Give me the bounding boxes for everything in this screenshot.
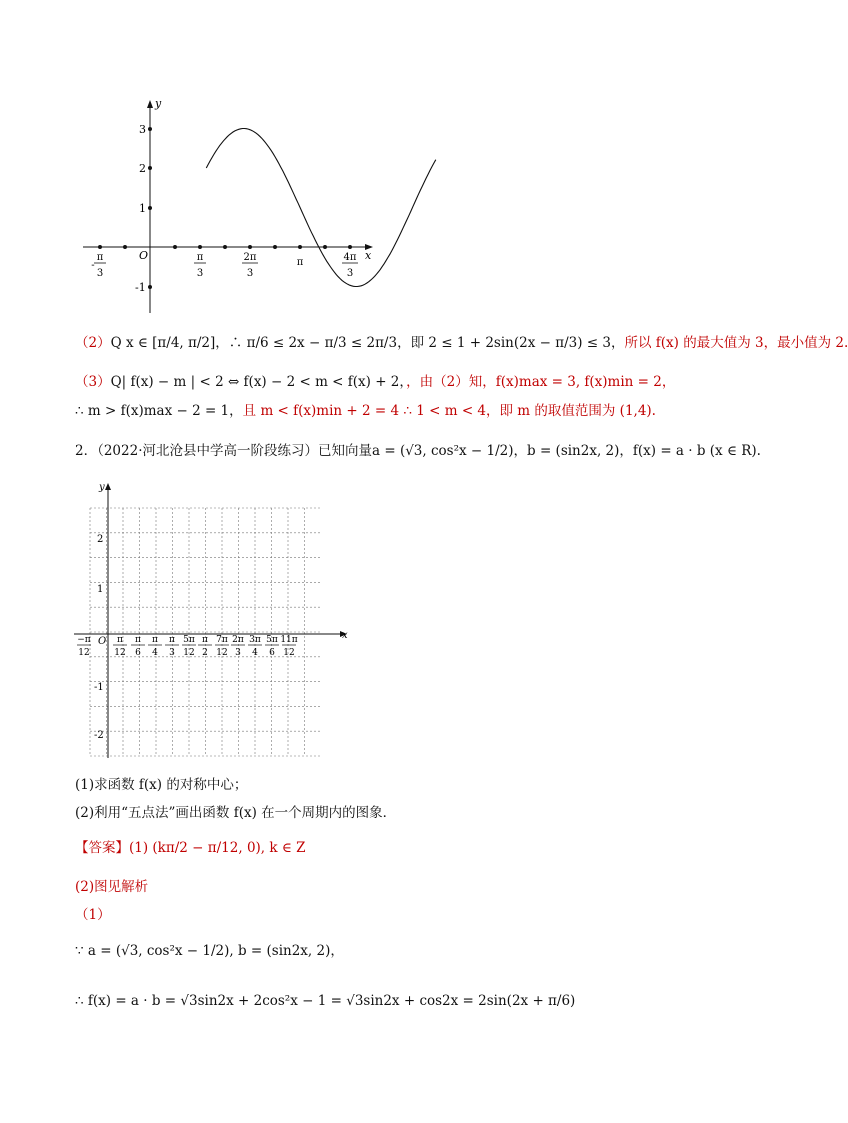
part3-line1 <box>75 372 675 392</box>
grid-lines <box>90 508 320 756</box>
answer-part2: (2)图见解析 <box>75 879 149 895</box>
x-axis-label: x <box>365 249 372 262</box>
part3-formula1: Q| f(x) − m | < 2 ⇔ f(x) − 2 < m < f(x) + 2， <box>110 374 407 390</box>
problem2-vectors: a = (√3, cos²x − 1/2)，b = (sin2x, 2)，f(x) = a · b (x ∈ R). <box>372 443 761 459</box>
part3-formula2: ∴ m > f(x)max − 2 = 1， <box>75 403 243 419</box>
problem2-number: 2． <box>75 443 98 459</box>
part3-line2 <box>75 401 656 421</box>
x-tick-denominator: 12 <box>78 648 90 658</box>
question-1: (1)求函数 f(x) 的对称中心； <box>75 777 248 793</box>
x-tick-numerator: π <box>135 635 141 645</box>
problem2-source: （2022·河北沧县中学高一阶段练习）已知向量 <box>97 443 372 459</box>
x-tick-pi3-den: 3 <box>196 268 204 279</box>
coordinate-grid <box>72 478 357 763</box>
x-tick-pi3-num: π <box>196 252 204 263</box>
x-tick-numerator: 3π <box>249 635 261 645</box>
x-axis-label: x <box>342 630 348 641</box>
x-tick-denominator: 3 <box>169 648 175 658</box>
x-tick-denominator: 4 <box>252 648 258 658</box>
sine-curve <box>206 129 435 287</box>
x-tick-numerator: 5π <box>183 635 195 645</box>
y-tick-neg1: -1 <box>135 281 146 294</box>
part3-prefix: （3） <box>75 374 111 390</box>
x-tick-labels <box>77 635 298 658</box>
origin-label: O <box>139 249 149 262</box>
problem2-statement <box>75 441 761 461</box>
x-tick-neg-pi3-sign: - <box>91 260 95 271</box>
y-tick-group <box>135 123 152 294</box>
part2-prefix: （2） <box>75 335 111 351</box>
solution-header: （1） <box>75 907 111 923</box>
x-tick-pi: π <box>296 257 304 268</box>
y-axis-label: y <box>155 97 162 110</box>
x-tick-4pi3-num: 4π <box>343 252 357 263</box>
y-tick-2: 2 <box>97 534 104 545</box>
x-tick-neg-pi3-den: 3 <box>96 268 104 279</box>
y-axis-arrow <box>105 483 111 490</box>
x-tick-denominator: 6 <box>269 648 275 658</box>
y-axis-label: y <box>99 482 105 493</box>
y-tick-3: 3 <box>139 123 146 136</box>
x-tick-denominator: 6 <box>135 648 141 658</box>
x-tick-numerator: −π <box>77 635 91 645</box>
origin-label: O <box>98 636 107 647</box>
answer-part1: (1) (kπ/2 − π/12, 0), k ∈ Z <box>129 840 306 856</box>
x-tick-denominator: 12 <box>114 648 126 658</box>
x-tick-denominator: 2 <box>202 648 208 658</box>
part3-note2: 且 m < f(x)min + 2 = 4 ∴ 1 < m < 4，即 m 的取值范围为 (1,4). <box>242 403 656 419</box>
y-axis-arrow <box>147 100 153 108</box>
x-tick-denominator: 12 <box>216 648 228 658</box>
y-tick-2: 2 <box>139 162 146 175</box>
x-tick-numerator: π <box>152 635 158 645</box>
question-2: (2)利用“五点法”画出函数 f(x) 在一个周期内的图象． <box>75 805 397 821</box>
answer-label: 【答案】 <box>75 840 129 856</box>
part3-note1: ，由（2）知，f(x)max = 3, f(x)min = 2， <box>406 374 676 390</box>
y-tick-1: 1 <box>97 584 104 595</box>
x-tick-4pi3-den: 3 <box>346 268 354 279</box>
x-tick-neg-pi3-num: π <box>96 252 104 263</box>
y-tick-1: 1 <box>139 202 146 215</box>
x-tick-denominator: 12 <box>183 648 195 658</box>
x-tick-numerator: π <box>202 635 208 645</box>
y-tick-neg2: -2 <box>94 730 104 741</box>
x-tick-numerator: 5π <box>266 635 278 645</box>
solution-step1: ∵ a = (√3, cos²x − 1/2), b = (sin2x, 2)， <box>75 943 344 959</box>
part2-line <box>75 333 848 353</box>
x-tick-denominator: 4 <box>152 648 158 658</box>
x-tick-numerator: 7π <box>216 635 228 645</box>
sine-graph-1 <box>75 95 385 320</box>
x-tick-numerator: 2π <box>232 635 244 645</box>
part2-conclusion: 所以 f(x) 的最大值为 3，最小值为 2. <box>624 335 848 351</box>
x-tick-2pi3-num: 2π <box>243 252 257 263</box>
y-tick-neg1: -1 <box>94 682 104 693</box>
solution-step2: ∴ f(x) = a · b = √3sin2x + 2cos²x − 1 = √3sin2x + cos2x = 2sin(2x + π/6) <box>75 993 576 1009</box>
x-tick-numerator: 11π <box>280 635 298 645</box>
x-tick-denominator: 12 <box>283 648 295 658</box>
part2-formula: Q x ∈ [π/4, π/2]，∴ π/6 ≤ 2x − π/3 ≤ 2π/3，即 2 ≤ 1 + 2sin(2x − π/3) ≤ 3， <box>110 335 625 351</box>
x-tick-2pi3-den: 3 <box>246 268 254 279</box>
x-tick-numerator: π <box>117 635 123 645</box>
x-tick-denominator: 3 <box>235 648 241 658</box>
answer-line <box>75 838 306 858</box>
x-tick-numerator: π <box>169 635 175 645</box>
